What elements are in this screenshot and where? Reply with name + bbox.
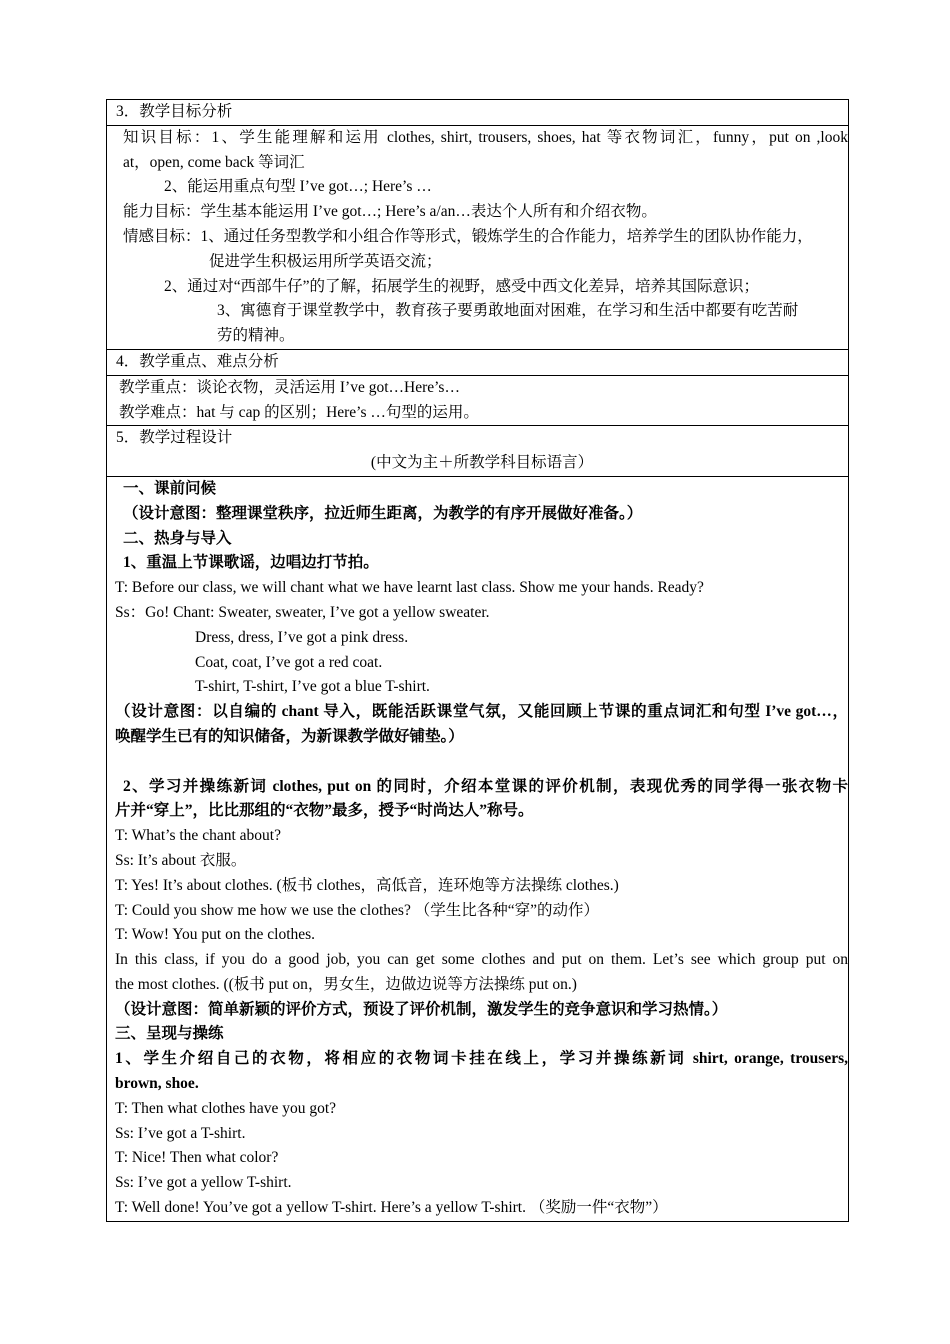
dialogue-line: T: Could you show me how we use the clothes? （学生比各种“穿”的动作）	[115, 901, 599, 919]
section3-heading-row	[107, 100, 848, 125]
emotion-goal-line: 3、寓德育于课堂教学中，教育孩子要勇敢地面对困难，在学习和生活中都要有吃苦耐	[217, 302, 799, 320]
emotion-goal-line: 情感目标：1、通过任务型教学和小组合作等形式，锻炼学生的合作能力，培养学生的团队协作能力，	[123, 227, 813, 245]
step-heading: 三、呈现与操练	[115, 1025, 224, 1043]
section5-heading-row	[107, 425, 848, 476]
dialogue-line: Ss：Go! Chant: Sweater, sweater, I’ve got a yellow sweater.	[115, 603, 490, 621]
lesson-plan-table	[106, 99, 849, 1222]
key-point-line: 教学重点：谈论衣物，灵活运用 I’ve got…Here’s…	[119, 378, 460, 396]
dialogue-line: T: Well done! You’ve got a yellow T-shirt. Here’s a yellow T-shirt. （奖励一件“衣物”）	[115, 1199, 668, 1217]
section3-body	[107, 125, 848, 349]
design-intent: （设计意图：简单新颖的评价方式，预设了评价机制，激发学生的竞争意识和学习热情。）	[115, 1000, 728, 1018]
dialogue-line: In this class, if you do a good job, you can get some clothes and put on them. Let’s see which group put on	[115, 951, 848, 969]
dialogue-line: T: Before our class, we will chant what we have learnt last class. Show me your hands. Ready?	[115, 579, 704, 597]
dialogue-line: T: Nice! Then what color?	[115, 1149, 279, 1167]
sub-step-heading: 片并“穿上”，比比那组的“衣物”最多，授予“时尚达人”称号。	[115, 802, 534, 820]
dialogue-line: T: What’s the chant about?	[115, 827, 281, 845]
section5-heading: 5．教学过程设计	[116, 429, 233, 447]
section5-body	[107, 476, 848, 1221]
section4-heading: 4．教学重点、难点分析	[116, 352, 279, 370]
blank-line	[115, 750, 848, 775]
knowledge-goal-line: at，open, come back 等词汇	[123, 153, 305, 171]
knowledge-goal-line: 知识目标：1、学生能理解和运用 clothes, shirt, trousers, shoes, hat 等衣物词汇，funny，put on ,look	[123, 128, 848, 146]
dialogue-line: Ss: It’s about 衣服。	[115, 851, 247, 869]
section4-heading-row	[107, 349, 848, 375]
dialogue-line: the most clothes. ((板书 put on，男女生，边做边说等方法操练 put on.)	[115, 975, 577, 993]
emotion-goal-line: 促进学生积极运用所学英语交流；	[209, 252, 442, 270]
chant-line: T-shirt, T-shirt, I’ve got a blue T-shirt.	[195, 678, 430, 696]
step-heading: 一、课前问候	[123, 479, 217, 497]
emotion-goal-line: 2、通过对“西部牛仔”的了解，拓展学生的视野，感受中西文化差异，培养其国际意识；	[164, 277, 760, 295]
design-intent: （设计意图：以自编的 chant 导入，既能活跃课堂气氛，又能回顾上节课的重点词汇和句型 I’ve got…，	[115, 703, 848, 721]
section5-subheading: (中文为主＋所教学科目标语言）	[370, 454, 594, 472]
dialogue-line: T: Then what clothes have you got?	[115, 1099, 337, 1117]
chant-line: Coat, coat, I’ve got a red coat.	[195, 653, 383, 671]
dialogue-line: T: Yes! It’s about clothes. (板书 clothes，高低音，连环炮等方法操练 clothes.)	[115, 876, 619, 894]
ability-goal-line: 能力目标：学生基本能运用 I’ve got…; Here’s a/an…表达个人所有和介绍衣物。	[123, 203, 657, 221]
section4-body	[107, 375, 848, 426]
chant-line: Dress, dress, I’ve got a pink dress.	[195, 628, 409, 646]
dialogue-line: Ss: I’ve got a yellow T-shirt.	[115, 1174, 292, 1192]
sub-step-heading: brown, shoe.	[115, 1075, 199, 1093]
difficult-point-line: 教学难点：hat 与 cap 的区别；Here’s …句型的运用。	[119, 403, 479, 421]
sub-step-heading: 1、重温上节课歌谣，边唱边打节拍。	[123, 554, 379, 572]
sub-step-heading: 1、学生介绍自己的衣物，将相应的衣物词卡挂在线上，学习并操练新词 shirt, orange, trousers,	[115, 1050, 848, 1068]
sub-step-heading: 2、学习并操练新词 clothes, put on 的同时，介绍本堂课的评价机制，表现优秀的同学得一张衣物卡	[123, 777, 848, 795]
design-intent: （设计意图：整理课堂秩序，拉近师生距离，为教学的有序开展做好准备。）	[123, 504, 643, 522]
knowledge-goal-line: 2、能运用重点句型 I’ve got…; Here’s …	[164, 178, 432, 196]
dialogue-line: T: Wow! You put on the clothes.	[115, 926, 316, 944]
dialogue-line: Ss: I’ve got a T-shirt.	[115, 1124, 246, 1142]
design-intent: 唤醒学生已有的知识储备，为新课教学做好铺垫。）	[115, 727, 464, 745]
section3-heading: 3．教学目标分析	[116, 103, 233, 120]
step-heading: 二、热身与导入	[123, 529, 232, 547]
emotion-goal-line: 劳的精神。	[217, 327, 295, 345]
